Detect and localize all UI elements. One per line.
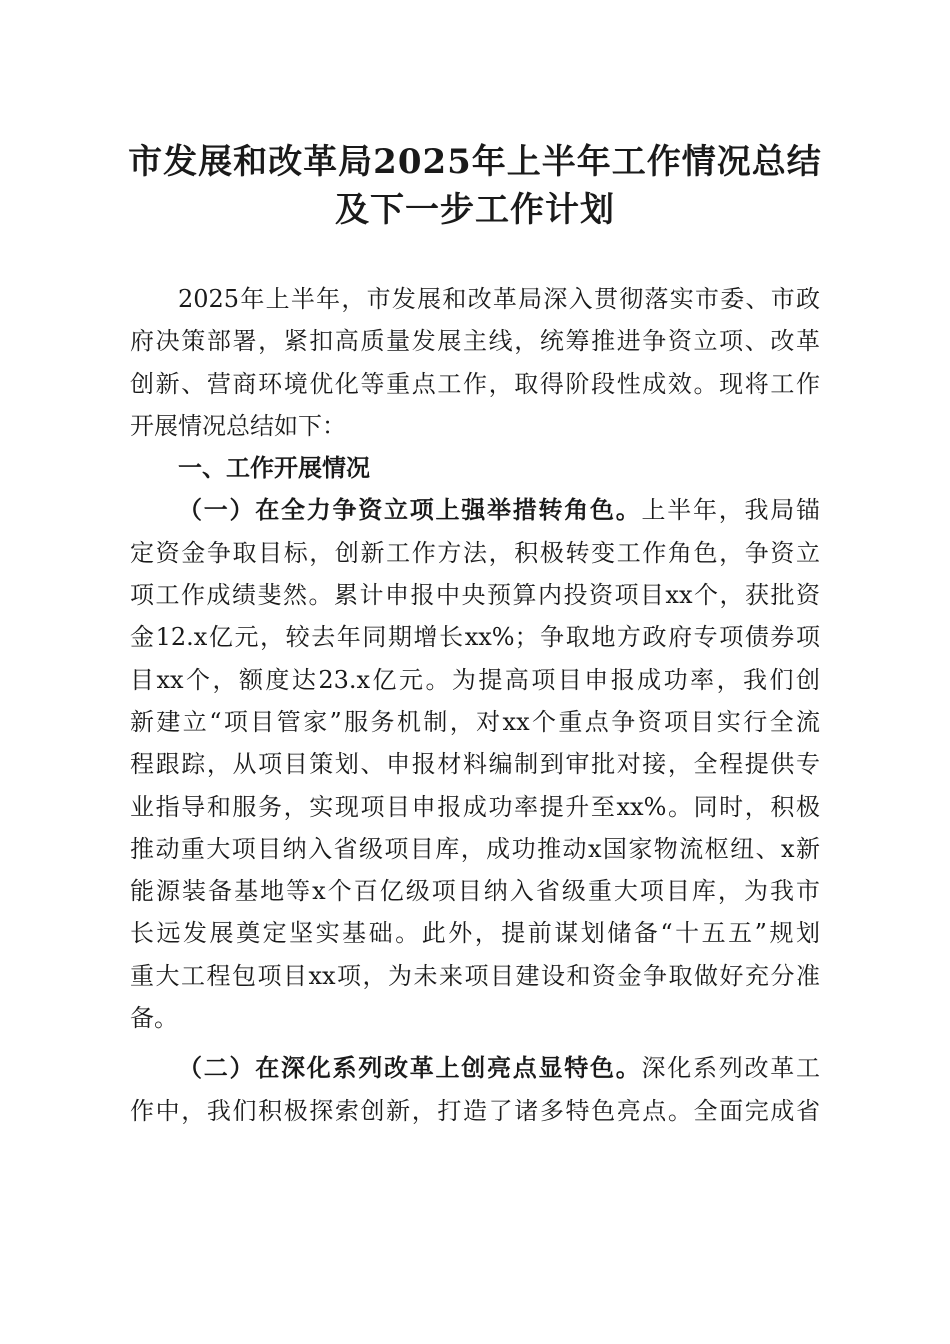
paragraph-line: 长远发展奠定坚实基础。此外，提前谋划储备“十五五”规划: [130, 919, 820, 948]
document-title: [90, 138, 860, 234]
paragraph-line: 作中，我们积极探索创新，打造了诸多特色亮点。全面完成省: [130, 1096, 820, 1125]
title-line-1: 市发展和改革局2025年上半年工作情况总结: [128, 142, 822, 182]
paragraph-line: 定资金争取目标，创新工作方法，积极转变工作角色，争资立: [130, 538, 820, 567]
paragraph-line: 能源装备基地等x个百亿级项目纳入省级重大项目库，为我市: [130, 877, 820, 906]
intro-line: 府决策部署，紧扣高质量发展主线，统筹推进争资立项、改革: [130, 327, 820, 356]
subsection-2-lead: （二）在深化系列改革上创亮点显特色。: [178, 1053, 642, 1083]
paragraph-line: 项工作成绩斐然。累计申报中央预算内投资项目xx个，获批资: [130, 581, 820, 610]
section-heading-1: 一、工作开展情况: [178, 454, 370, 483]
paragraph-line: 新建立“项目管家”服务机制，对xx个重点争资项目实行全流: [130, 707, 820, 736]
paragraph-line: 目xx个，额度达23.x亿元。为提高项目申报成功率，我们创: [130, 665, 820, 694]
paragraph-line: 推动重大项目纳入省级项目库，成功推动x国家物流枢纽、x新: [130, 834, 820, 863]
document-body: [130, 278, 820, 1132]
subsection-2-first-line-rest: 深化系列改革工: [641, 1054, 820, 1083]
intro-line: 创新、营商环境优化等重点工作，取得阶段性成效。现将工作: [130, 369, 820, 398]
subsection-1-first-line: [130, 489, 820, 531]
subsection-1-paragraph: [130, 489, 820, 1039]
paragraph-line: 备。: [130, 1004, 178, 1033]
title-line-2: 及下一步工作计划: [335, 190, 615, 230]
subsection-1-first-line-rest: 上半年，我局锚: [641, 496, 820, 525]
paragraph-line: 重大工程包项目xx项，为未来项目建设和资金争取做好充分准: [130, 961, 820, 990]
paragraph-line: 金12.x亿元，较去年同期增长xx%；争取地方政府专项债券项: [130, 623, 820, 652]
subsection-2-first-line: [130, 1047, 820, 1089]
paragraph-line: 业指导和服务，实现项目申报成功率提升至xx%。同时，积极: [130, 792, 820, 821]
intro-line: 2025年上半年，市发展和改革局深入贯彻落实市委、市政: [178, 285, 820, 313]
subsection-1-lead: （一）在全力争资立项上强举措转角色。: [178, 495, 642, 525]
intro-line: 开展情况总结如下：: [130, 411, 346, 440]
subsection-2-paragraph: [130, 1047, 820, 1132]
intro-paragraph: [130, 278, 820, 447]
paragraph-line: 程跟踪，从项目策划、申报材料编制到审批对接，全程提供专: [130, 750, 820, 779]
